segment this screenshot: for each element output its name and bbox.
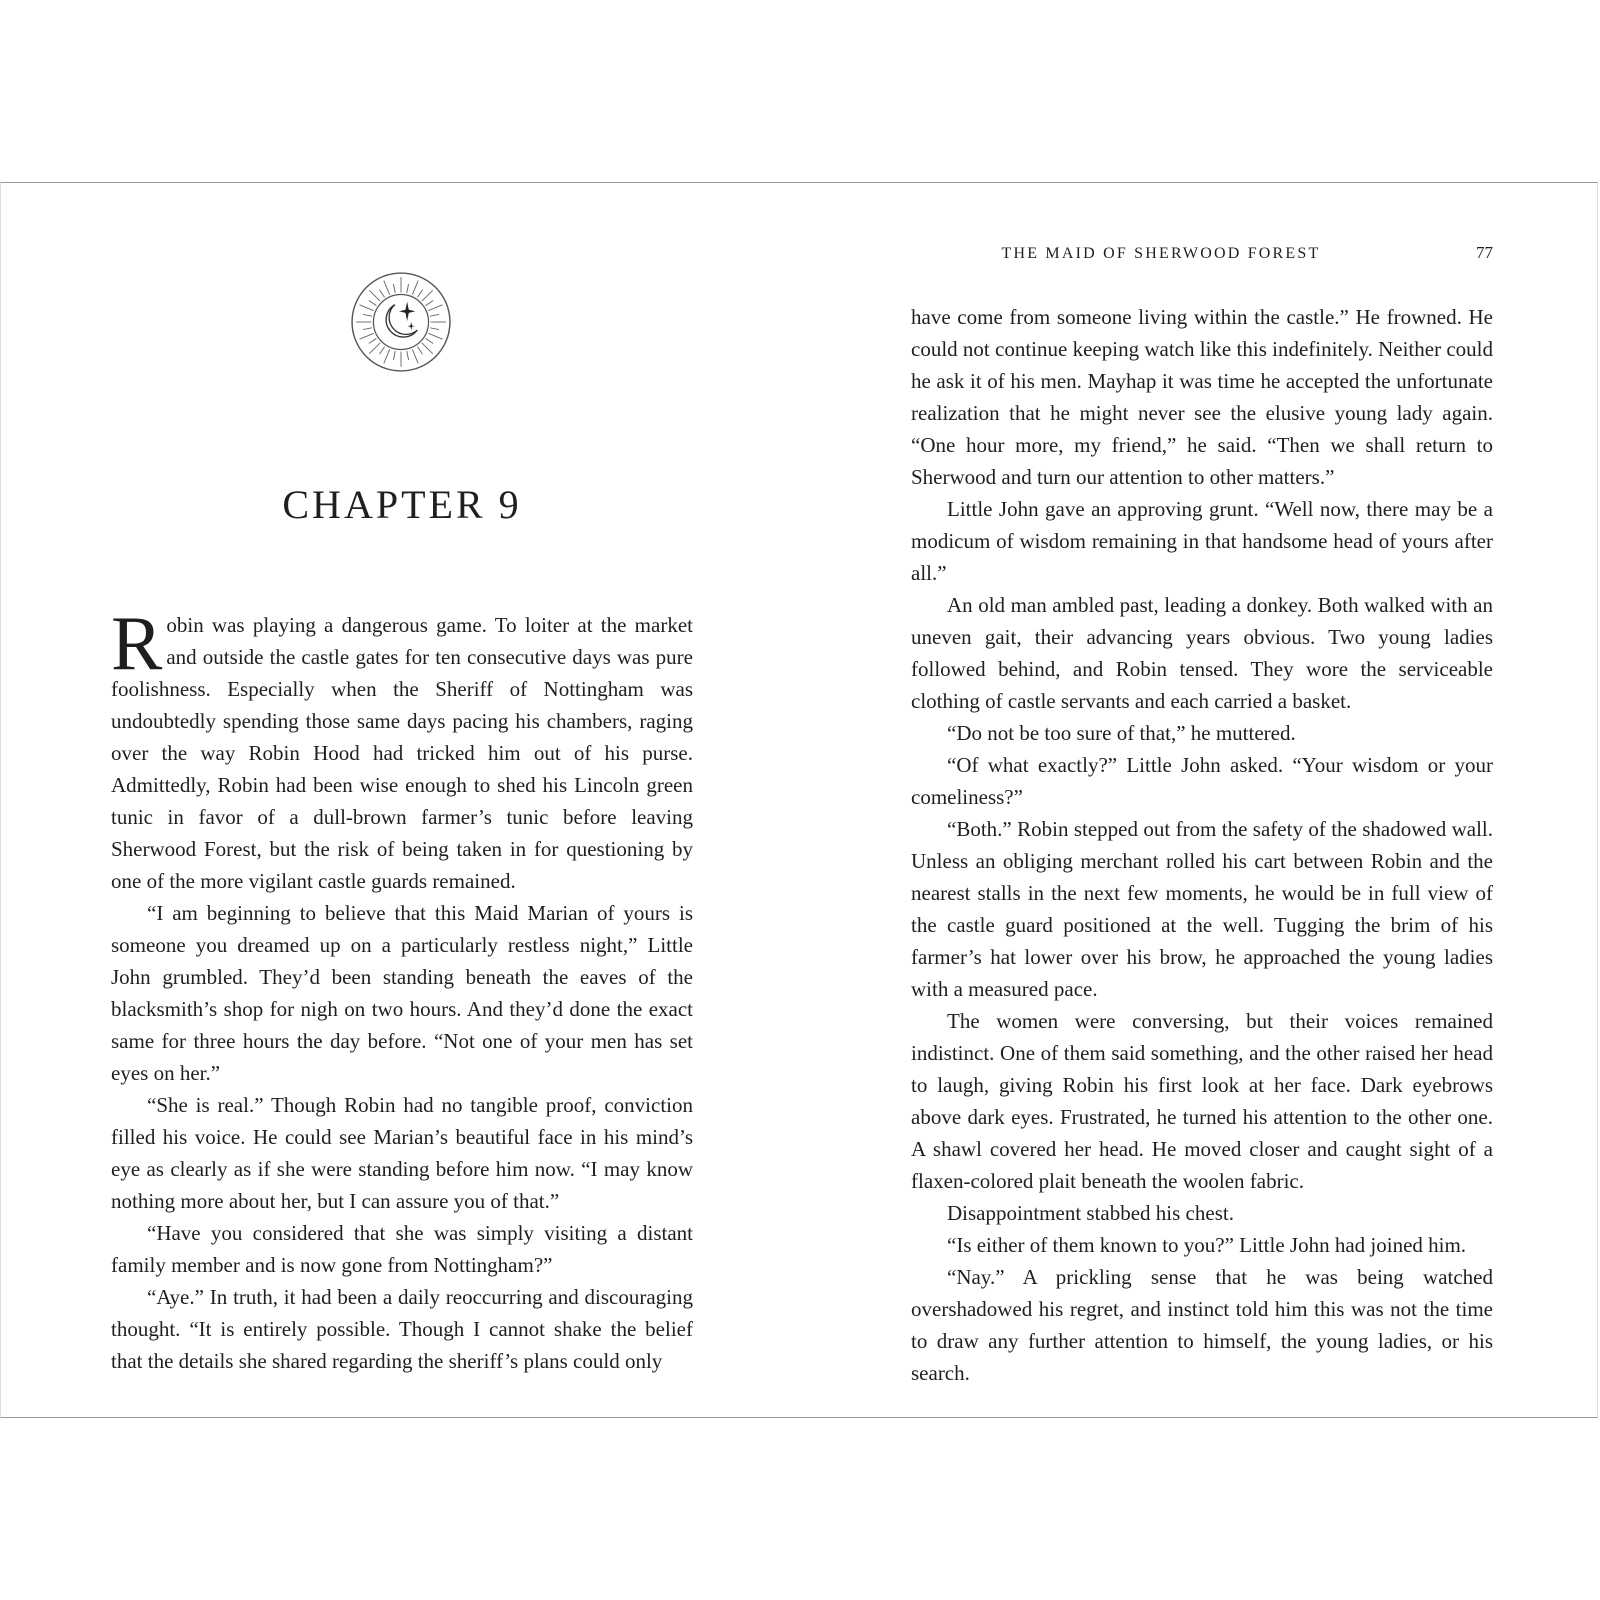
left-page-text (111, 600, 693, 1377)
paragraph: An old man ambled past, leading a donkey. Both walked with an uneven gait, their advancing years obvious. Two young ladies followed behind, and Robin tensed. They wore the serviceable clothing of castle servants and each carried a basket. (911, 593, 1493, 713)
paragraph: have come from someone living within the castle.” He frowned. He could not continue keeping watch like this indefinitely. Neither could he ask it of his men. Mayhap it was time he accepted the unfortunate realization that he might never see the elusive young lady again. “One hour more, my friend,” he said. “Then we shall return to Sherwood and turn our attention to other matters.” (911, 305, 1493, 489)
chapter-title: CHAPTER 9 (282, 482, 522, 527)
paragraph (111, 600, 693, 897)
paragraph: “She is real.” Though Robin had no tangible proof, conviction filled his voice. He could see Marian’s beautiful face in his mind’s eye as clearly as if she were standing before him now. “I may know nothing more about her, but I can assure you of that.” (111, 1093, 693, 1213)
paragraph: The women were conversing, but their voices remained indistinct. One of them said something, and the other raised her head to laugh, giving Robin his first look at her face. Dark eyebrows above dark eyes. Frustrated, he turned his attention to the other one. A shawl covered her head. He moved closer and caught sight of a flaxen-colored plait beneath the woolen fabric. (911, 1009, 1493, 1193)
page-number: 77 (1476, 243, 1493, 262)
right-page-text (911, 301, 1493, 1389)
running-head: THE MAID OF SHERWOOD FOREST (1001, 245, 1321, 262)
book-spread (0, 182, 1598, 1418)
sun-moon-star-icon (350, 271, 452, 373)
drop-cap: R (111, 600, 163, 686)
left-page (1, 183, 801, 1417)
paragraph-text: obin was playing a dangerous game. To loiter at the market and outside the castle gates for ten consecutive days was pure foolishness. Especially when the Sheriff of Nottingham was undoubtedly spending those same days pacing his chambers, raging over the way Robin Hood had tricked him out of his purse. Admittedly, Robin had been wise enough to shed his Lincoln green tunic in favor of a dull-brown farmer’s tunic before leaving Sherwood Forest, but the risk of being taken in for questioning by one of the more vigilant castle guards remained. (111, 613, 693, 893)
paragraph: “Have you considered that she was simply visiting a distant family member and is now gone from Nottingham?” (111, 1221, 693, 1277)
paragraph: Little John gave an approving grunt. “Well now, there may be a modicum of wisdom remaining in that handsome head of yours after all.” (911, 497, 1493, 585)
paragraph: “I am beginning to believe that this Maid Marian of yours is someone you dreamed up on a particularly restless night,” Little John grumbled. They’d been standing beneath the eaves of the blacksmith’s shop for nigh on two hours. And they’d done the exact same for three hours the day before. “Not one of your men has set eyes on her.” (111, 901, 693, 1085)
paragraph: “Of what exactly?” Little John asked. “Your wisdom or your comeliness?” (911, 753, 1493, 809)
right-page (801, 183, 1599, 1417)
paragraph: “Both.” Robin stepped out from the safety of the shadowed wall. Unless an obliging merchant rolled his cart between Robin and the nearest stalls in the next few moments, he would be in full view of the castle guard positioned at the well. Tugging the brim of his farmer’s hat lower over his brow, he approached the young ladies with a measured pace. (911, 817, 1493, 1001)
paragraph: “Is either of them known to you?” Little John had joined him. (947, 1233, 1467, 1257)
paragraph: “Do not be too sure of that,” he muttered. (947, 721, 1296, 745)
paragraph: “Nay.” A prickling sense that he was being watched overshadowed his regret, and instinct told him this was not the time to draw any further attention to himself, the young ladies, or his search. (911, 1265, 1493, 1385)
paragraph: Disappointment stabbed his chest. (947, 1201, 1234, 1225)
paragraph: “Aye.” In truth, it had been a daily reoccurring and discouraging thought. “It is entirely possible. Though I cannot shake the belief that the details she shared regarding the sheriff’s plans could only (111, 1285, 693, 1373)
